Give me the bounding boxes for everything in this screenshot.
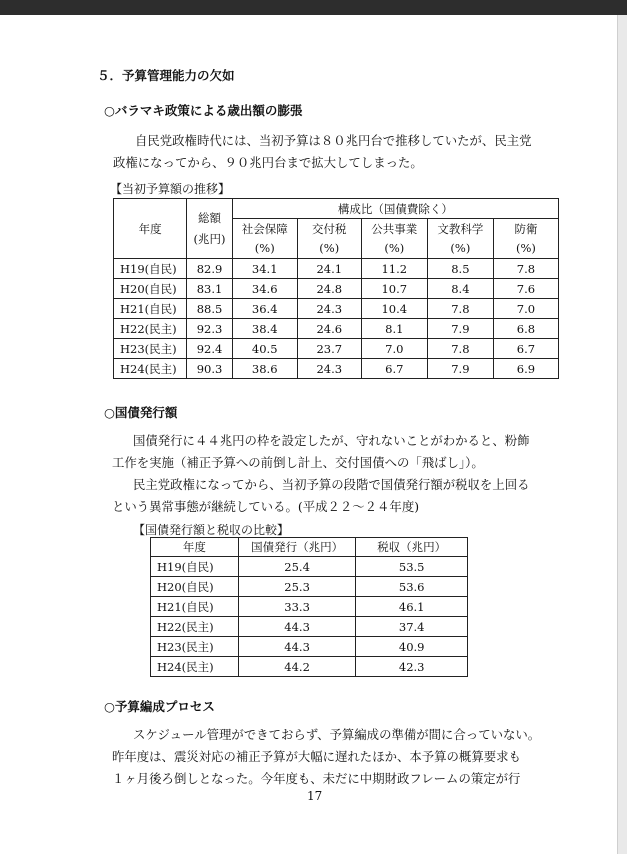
header-unit: (%)	[493, 239, 558, 259]
cell-value: 36.4	[232, 299, 297, 319]
cell-year: H21(自民)	[151, 597, 239, 617]
cell-value: 6.7	[493, 339, 558, 359]
cell-tax: 37.4	[356, 617, 468, 637]
header-unit: (%)	[232, 239, 297, 259]
cell-value: 7.9	[427, 359, 493, 379]
cell-year: H19(自民)	[114, 259, 187, 279]
table-row	[151, 557, 468, 577]
cell-value: 8.1	[361, 319, 427, 339]
page-number: 17	[307, 789, 323, 803]
cell-tax: 53.6	[356, 577, 468, 597]
cell-value: 6.7	[361, 359, 427, 379]
cell-value: 7.9	[427, 319, 493, 339]
header-local-tax-grant: 交付税	[297, 219, 361, 239]
cell-value: 34.6	[232, 279, 297, 299]
table-row	[114, 339, 559, 359]
cell-value: 24.6	[297, 319, 361, 339]
paragraph-line: 自民党政権時代には、当初予算は８０兆円台で推移していたが、民主党	[135, 133, 532, 148]
table-row	[114, 319, 559, 339]
cell-value: 7.8	[427, 339, 493, 359]
cell-value: 7.8	[493, 259, 558, 279]
table-row	[114, 279, 559, 299]
cell-value: 7.0	[493, 299, 558, 319]
cell-year: H23(民主)	[151, 637, 239, 657]
cell-value: 6.9	[493, 359, 558, 379]
header-total-unit: (兆円)	[193, 231, 226, 246]
cell-total: 88.5	[187, 299, 232, 319]
header-composition: 構成比（国債費除く）	[232, 199, 558, 219]
cell-bonds: 33.3	[238, 597, 356, 617]
cell-total: 92.3	[187, 319, 232, 339]
cell-total: 92.4	[187, 339, 232, 359]
cell-year: H23(民主)	[114, 339, 187, 359]
cell-value: 10.7	[361, 279, 427, 299]
cell-year: H20(自民)	[151, 577, 239, 597]
cell-tax: 40.9	[356, 637, 468, 657]
cell-year: H19(自民)	[151, 557, 239, 577]
cell-bonds: 44.3	[238, 637, 356, 657]
cell-total: 83.1	[187, 279, 232, 299]
paragraph-line: 政権になってから、９０兆円台まで拡大してしまった。	[113, 155, 423, 170]
header-tax-revenue: 税収（兆円）	[356, 538, 468, 557]
cell-value: 6.8	[493, 319, 558, 339]
budget-table	[113, 198, 559, 379]
cell-total: 82.9	[187, 259, 232, 279]
table-caption-budget: 【当初予算額の推移】	[110, 182, 231, 196]
cell-value: 7.6	[493, 279, 558, 299]
cell-year: H24(民主)	[151, 657, 239, 677]
header-public-works: 公共事業	[361, 219, 427, 239]
header-social-security: 社会保障	[232, 219, 297, 239]
table-row	[114, 359, 559, 379]
page-edge-shadow	[617, 15, 627, 854]
cell-year: H20(自民)	[114, 279, 187, 299]
header-education-science: 文教科学	[427, 219, 493, 239]
cell-value: 34.1	[232, 259, 297, 279]
heading-bond-issuance: ○国債発行額	[104, 405, 178, 420]
header-unit: (%)	[361, 239, 427, 259]
cell-value: 8.4	[427, 279, 493, 299]
cell-value: 24.8	[297, 279, 361, 299]
table-caption-bonds: 【国債発行額と税収の比較】	[133, 523, 290, 537]
cell-year: H24(民主)	[114, 359, 187, 379]
cell-bonds: 25.3	[238, 577, 356, 597]
cell-value: 11.2	[361, 259, 427, 279]
cell-value: 23.7	[297, 339, 361, 359]
cell-year: H21(自民)	[114, 299, 187, 319]
paragraph-line: 民主党政権になってから、当初予算の段階で国債発行額が税収を上回る	[133, 477, 530, 492]
cell-bonds: 25.4	[238, 557, 356, 577]
cell-value: 24.3	[297, 299, 361, 319]
cell-value: 10.4	[361, 299, 427, 319]
cell-value: 24.1	[297, 259, 361, 279]
paragraph-line: 工作を実施（補正予算への前倒し計上、交付国債への「飛ばし」）。	[112, 455, 484, 470]
cell-value: 7.0	[361, 339, 427, 359]
table-row	[114, 259, 559, 279]
table-row	[114, 299, 559, 319]
cell-value: 38.6	[232, 359, 297, 379]
paragraph-line: スケジュール管理ができておらず、予算編成の準備が間に合っていない。	[133, 727, 541, 742]
table-row	[151, 657, 468, 677]
heading-budget-process: ○予算編成プロセス	[104, 699, 215, 714]
cell-value: 24.3	[297, 359, 361, 379]
header-unit: (%)	[297, 239, 361, 259]
cell-tax: 46.1	[356, 597, 468, 617]
header-year: 年度	[114, 199, 187, 259]
cell-value: 8.5	[427, 259, 493, 279]
cell-value: 38.4	[232, 319, 297, 339]
header-total	[187, 199, 232, 259]
cell-bonds: 44.2	[238, 657, 356, 677]
cell-bonds: 44.3	[238, 617, 356, 637]
header-defense: 防衛	[493, 219, 558, 239]
cell-tax: 42.3	[356, 657, 468, 677]
cell-year: H22(民主)	[151, 617, 239, 637]
cell-year: H22(民主)	[114, 319, 187, 339]
cell-value: 7.8	[427, 299, 493, 319]
cell-tax: 53.5	[356, 557, 468, 577]
header-total-label: 総額	[198, 210, 221, 225]
paragraph-line: １ヶ月後ろ倒しとなった。今年度も、未だに中期財政フレームの策定が行	[112, 771, 521, 786]
paragraph-line: 昨年度は、震災対応の補正予算が大幅に遅れたほか、本予算の概算要求も	[112, 749, 521, 764]
header-unit: (%)	[427, 239, 493, 259]
table-row	[151, 637, 468, 657]
header-bond-issuance: 国債発行（兆円）	[238, 538, 356, 557]
paragraph-line: 国債発行に４４兆円の枠を設定したが、守れないことがわかると、粉飾	[133, 433, 530, 448]
table-row	[151, 577, 468, 597]
section-title: ５．予算管理能力の欠如	[97, 68, 235, 83]
cell-total: 90.3	[187, 359, 232, 379]
header-year: 年度	[151, 538, 239, 557]
cell-value: 40.5	[232, 339, 297, 359]
bonds-tax-table	[150, 537, 468, 677]
heading-spending-expansion: ○バラマキ政策による歳出額の膨張	[104, 103, 303, 118]
table-row	[151, 617, 468, 637]
paragraph-line: という異常事態が継続している。(平成２２〜２４年度)	[112, 499, 420, 514]
table-row	[151, 597, 468, 617]
viewer-top-bar	[0, 0, 627, 15]
